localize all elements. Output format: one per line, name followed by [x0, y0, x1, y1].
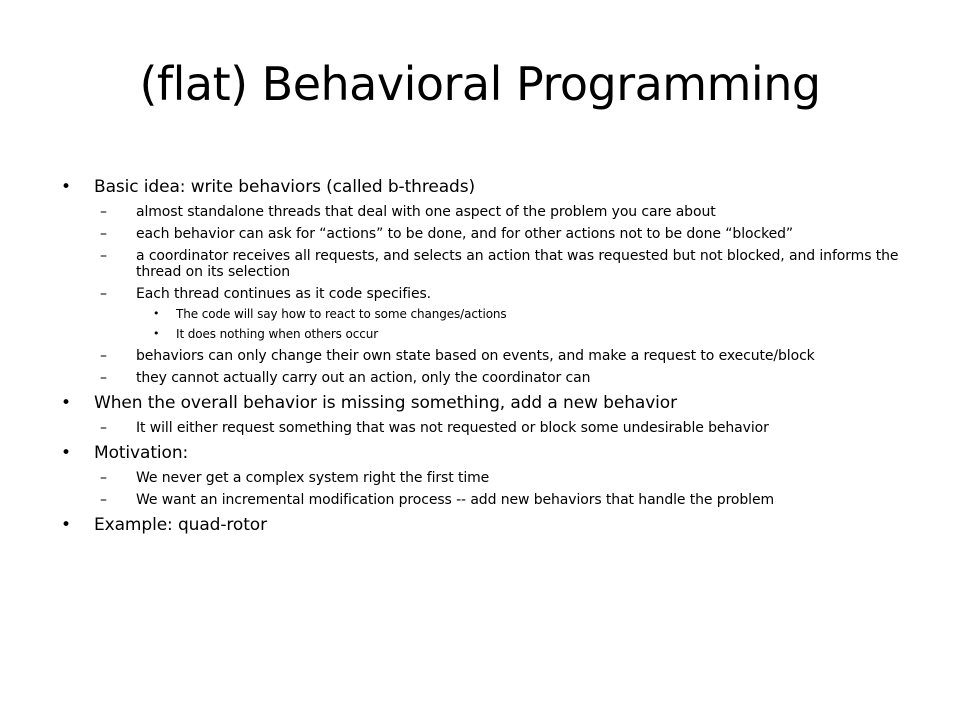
sub-bullet-item: [94, 348, 908, 364]
sub-sub-bullet-item: [136, 306, 908, 322]
bullet-text: Motivation:: [94, 443, 189, 463]
sub-bullet-text: Each thread continues as it code specifies.: [136, 286, 432, 302]
dash-marker: –: [100, 492, 107, 508]
bullet-text: When the overall behavior is missing something, add a new behavior: [94, 393, 677, 413]
sub-bullet-text: a coordinator receives all requests, and selects an action that was requested but not blocked, and informs the thread on its selection: [136, 248, 899, 280]
sub-bullet-text: each behavior can ask for “actions” to be done, and for other actions not to be done “blocked”: [136, 226, 794, 242]
bullet-marker: •: [153, 307, 160, 320]
dash-marker: –: [100, 248, 107, 264]
bullet-text: Example: quad-rotor: [94, 515, 267, 535]
dash-marker: –: [100, 470, 107, 486]
dash-marker: –: [100, 286, 107, 302]
sub-sub-bullet-text: The code will say how to react to some changes/actions: [176, 307, 507, 321]
dash-marker: –: [100, 348, 107, 364]
sub-bullet-text: behaviors can only change their own state based on events, and make a request to execute/block: [136, 348, 815, 364]
dash-marker: –: [100, 226, 107, 242]
dash-marker: –: [100, 204, 107, 220]
sub-bullet-item: [94, 204, 908, 220]
bullet-marker: •: [61, 515, 71, 535]
bullet-item: [58, 392, 908, 414]
sub-sub-bullet-item: [136, 326, 908, 342]
bullet-marker: •: [61, 177, 71, 197]
bullet-list: [58, 170, 908, 536]
bullet-marker: •: [153, 327, 160, 340]
sub-bullet-item: [94, 492, 908, 508]
sub-bullet-item: [94, 226, 908, 242]
sub-sub-bullet-text: It does nothing when others occur: [176, 327, 379, 341]
dash-marker: –: [100, 370, 107, 386]
slide-title: (flat) Behavioral Programming: [139, 57, 821, 111]
sub-bullet-text: almost standalone threads that deal with one aspect of the problem you care about: [136, 204, 716, 220]
sub-bullet-text: they cannot actually carry out an action, only the coordinator can: [136, 370, 591, 386]
sub-bullet-item: [94, 470, 908, 486]
dash-marker: –: [100, 420, 107, 436]
sub-bullet-item: [94, 420, 908, 436]
sub-bullet-item: [94, 370, 908, 386]
bullet-marker: •: [61, 443, 71, 463]
bullet-text: Basic idea: write behaviors (called b-threads): [94, 177, 475, 197]
sub-bullet-text: We never get a complex system right the first time: [136, 470, 490, 486]
sub-bullet-item: [94, 248, 908, 280]
sub-bullet-text: We want an incremental modification process -- add new behaviors that handle the problem: [136, 492, 775, 508]
bullet-item: [58, 176, 908, 198]
sub-bullet-text: It will either request something that was not requested or block some undesirable behavior: [136, 420, 769, 436]
bullet-item: [58, 442, 908, 464]
bullet-marker: •: [61, 393, 71, 413]
bullet-item: [58, 514, 908, 536]
sub-bullet-item: [94, 286, 908, 302]
